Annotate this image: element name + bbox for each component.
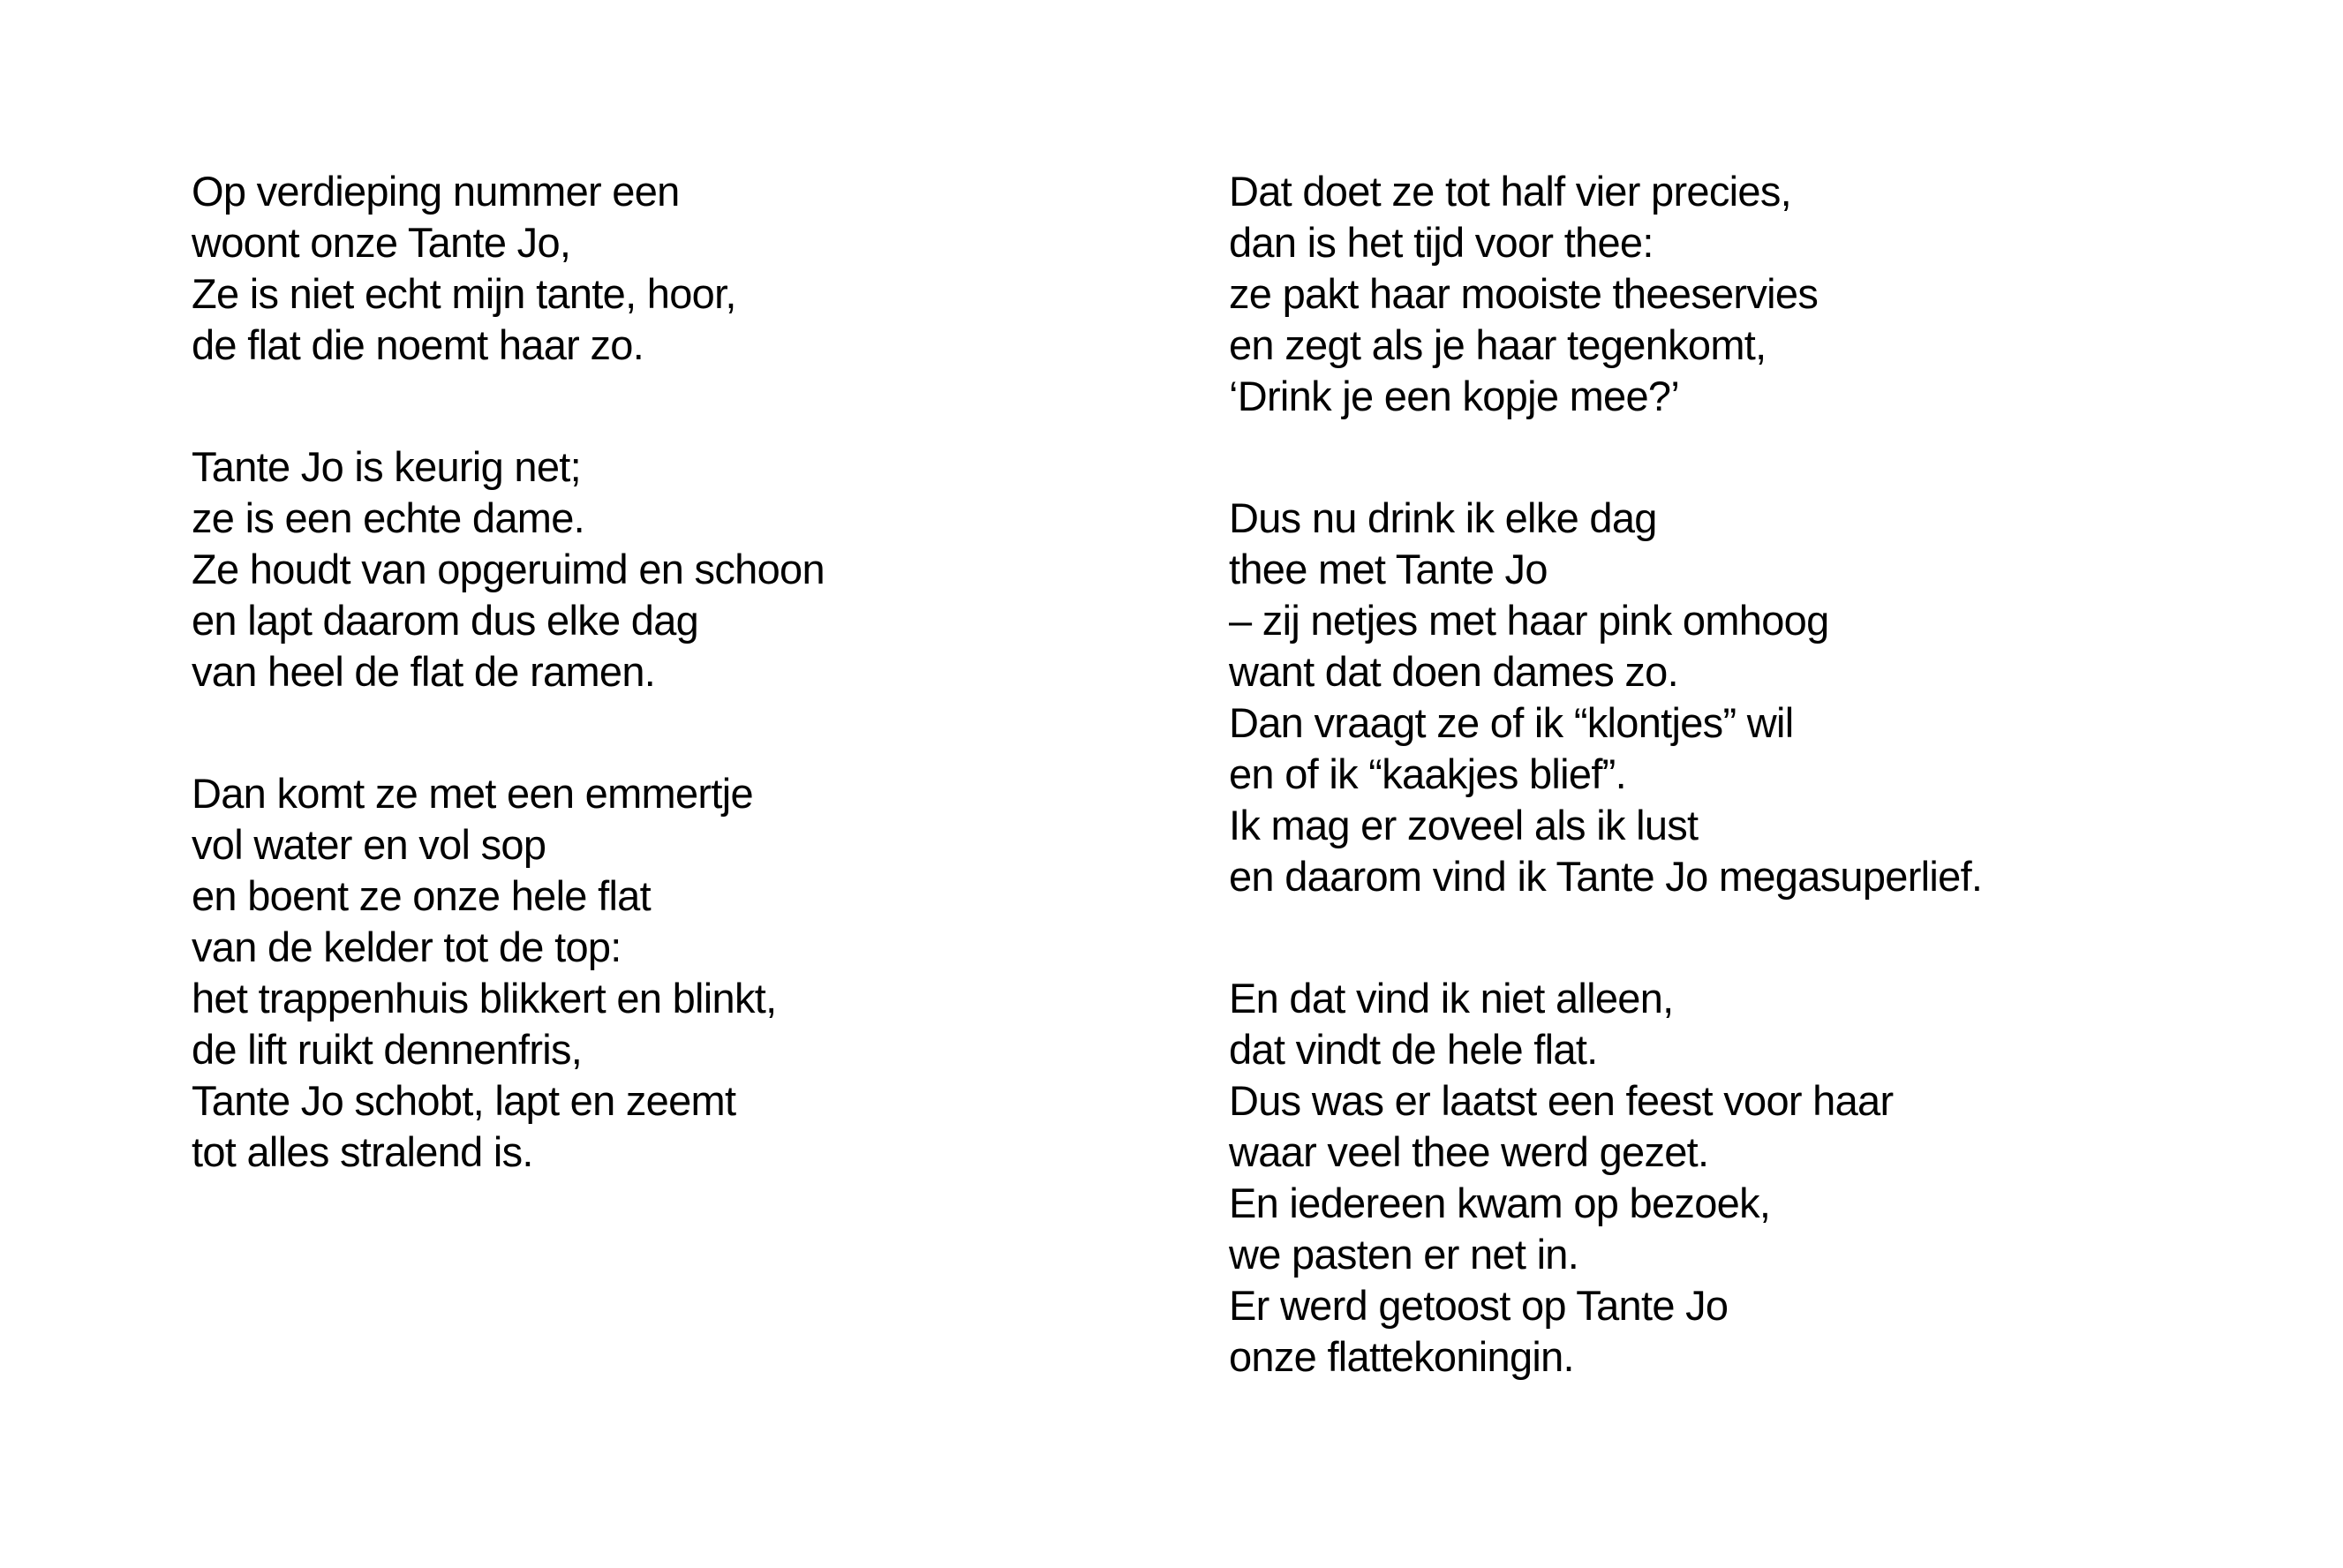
poem-line: tot alles stralend is. (192, 1128, 533, 1175)
poem-line: de flat die noemt haar zo. (192, 321, 644, 368)
poem-line: Dus nu drink ik elke dag (1229, 494, 1657, 541)
poem-line: dat vindt de hele flat. (1229, 1026, 1598, 1073)
poem-line: en boent ze onze hele flat (192, 872, 651, 919)
stanza-3-right (1229, 973, 1982, 1383)
stanza-3-left (192, 768, 825, 1178)
stanza-2-left (192, 441, 825, 697)
poem-line: en lapt daarom dus elke dag (192, 597, 699, 644)
stanza-1-right (1229, 166, 1982, 422)
stanza-1-left (192, 166, 825, 371)
poem-line: vol water en vol sop (192, 821, 546, 868)
poem-line: Ze is niet echt mijn tante, hoor, (192, 270, 736, 317)
poem-line: onze flattekoningin. (1229, 1333, 1574, 1380)
poem-line: en zegt als je haar tegenkomt, (1229, 321, 1767, 368)
poem-line: Dan vraagt ze of ik “klontjes” wil (1229, 699, 1794, 746)
poem-line: Tante Jo is keurig net; (192, 443, 581, 490)
poem-line: Er werd getoost op Tante Jo (1229, 1282, 1729, 1329)
poem-line: thee met Tante Jo (1229, 546, 1548, 592)
poem-line: van de kelder tot de top: (192, 923, 622, 970)
poem-line: het trappenhuis blikkert en blinkt, (192, 975, 777, 1021)
poem-column-left (192, 166, 825, 1178)
poem-line: ze pakt haar mooiste theeservies (1229, 270, 1819, 317)
poem-line: Ik mag er zoveel als ik lust (1229, 802, 1699, 848)
poem-line: Dus was er laatst een feest voor haar (1229, 1077, 1894, 1124)
poem-line: waar veel thee werd gezet. (1229, 1128, 1709, 1175)
poem-line: want dat doen dames zo. (1229, 648, 1678, 695)
poem-line: En dat vind ik niet alleen, (1229, 975, 1674, 1021)
poem-line: Dan komt ze met een emmertje (192, 770, 753, 817)
poem-line: Op verdieping nummer een (192, 168, 680, 215)
poem-line: van heel de flat de ramen. (192, 648, 656, 695)
poem-line: ze is een echte dame. (192, 494, 585, 541)
poem-line: Dat doet ze tot half vier precies, (1229, 168, 1791, 215)
poem-line: en of ik “kaakjes blief”. (1229, 750, 1626, 797)
stanza-2-right (1229, 493, 1982, 902)
poem-line: – zij netjes met haar pink omhoog (1229, 597, 1829, 644)
poem-line: Tante Jo schobt, lapt en zeemt (192, 1077, 736, 1124)
poem-line: Ze houdt van opgeruimd en schoon (192, 546, 825, 592)
poem-column-right (1229, 166, 1982, 1383)
poem-line: ‘Drink je een kopje mee?’ (1229, 373, 1680, 419)
poem-line: woont onze Tante Jo, (192, 219, 571, 266)
poem-line: En iedereen kwam op bezoek, (1229, 1180, 1771, 1226)
poem-line: de lift ruikt dennenfris, (192, 1026, 583, 1073)
poem-line: we pasten er net in. (1229, 1231, 1579, 1278)
poem-line: dan is het tijd voor thee: (1229, 219, 1654, 266)
poem-line: en daarom vind ik Tante Jo megasuperlief. (1229, 853, 1983, 900)
